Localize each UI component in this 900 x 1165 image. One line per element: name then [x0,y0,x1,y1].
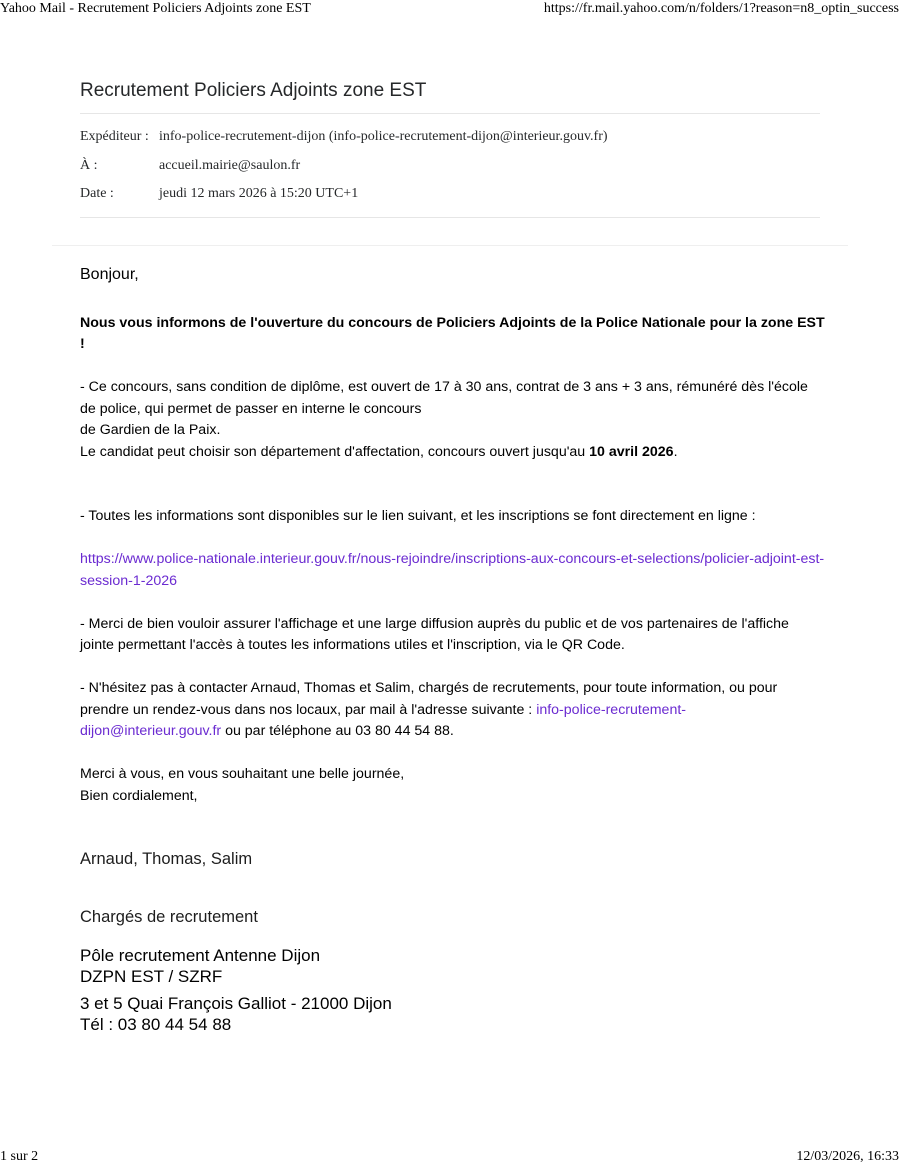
contact-phone-text: ou par téléphone au 03 80 44 54 88. [221,723,454,739]
print-footer-datetime: 12/03/2026, 16:33 [796,1149,899,1164]
signature-pole [80,945,825,987]
signature-address: 3 et 5 Quai François Galliot - 21000 Dijon [80,994,392,1013]
email-subject: Recrutement Policiers Adjoints zone EST [80,80,427,101]
greeting: Bonjour, [80,266,139,283]
paragraph-contact [80,678,825,743]
paragraph-poster: - Merci de bien vouloir assurer l'affichage et une large diffusion auprès du public et de vos partenaires de l'affiche jointe permettant l'accès à toutes les informations utiles et l'inscription, via le QR Code. [80,615,789,653]
signature-role: Chargés de recrutement [80,907,258,926]
recipient-value[interactable]: accueil.mairie@saulon.fr [159,158,301,173]
registration-link[interactable]: https://www.police-nationale.interieur.gouv.fr/nous-rejoindre/inscriptions-aux-concours-et-selections/policier-adjoint-est-session-1-2026 [80,551,825,589]
date-value: jeudi 12 mars 2026 à 15:20 UTC+1 [159,186,359,201]
signature-pole-name: Pôle recrutement Antenne Dijon [80,946,321,965]
conditions-line-3: Le candidat peut choisir son département d'affectation, concours ouvert jusqu'au [80,443,590,460]
intro-paragraph: Nous vous informons de l'ouverture du concours de Policiers Adjoints de la Police Nationale pour la zone EST ! [80,314,825,352]
closing [80,764,825,807]
email-body [80,264,825,1035]
signature-address-block [80,993,825,1035]
recipient-label: À : [80,158,98,173]
signature-phone: Tél : 03 80 44 54 88 [80,1015,232,1034]
contact-text: - N'hésitez pas à contacter Arnaud, Thomas et Salim, chargés de recrutements, pour toute information, ou pour prendre un rendez-vous dans nos locaux, par mail à l'adresse suivante : [80,680,778,718]
sender-value[interactable]: info-police-recrutement-dijon (info-police-recrutement-dijon@interieur.gouv.fr) [159,129,608,144]
conditions-line-2: de Gardien de la Paix. [80,422,221,438]
header-divider [80,217,820,218]
conditions-line-3-end: . [673,443,678,460]
sender-label: Expéditeur : [80,129,149,144]
closing-line-2: Bien cordialement, [80,787,198,804]
closing-line-1: Merci à vous, en vous souhaitant une belle journée, [80,766,405,782]
body-divider [52,245,848,246]
signature-unit: DZPN EST / SZRF [80,967,223,986]
date-label: Date : [80,186,114,201]
paragraph-info: - Toutes les informations sont disponibles sur le lien suivant, et les inscriptions se font directement en ligne : [80,508,756,524]
print-header-title: Yahoo Mail - Recrutement Policiers Adjoints zone EST [0,1,311,16]
signature-names: Arnaud, Thomas, Salim [80,850,253,868]
conditions-line-1: - Ce concours, sans condition de diplôme, est ouvert de 17 à 30 ans, contrat de 3 ans + 3 ans, rémunéré dès l'école de police, qui permet de passer en interne le concours [80,379,808,417]
paragraph-conditions [80,377,825,463]
contact-email-link[interactable]: info-police-recrutement-dijon@interieur.gouv.fr [80,701,687,739]
print-header-url: https://fr.mail.yahoo.com/n/folders/1?reason=n8_optin_success [543,1,899,16]
print-footer-page: 1 sur 2 [0,1149,39,1164]
deadline-date: 10 avril 2026 [589,443,674,460]
subject-divider [80,113,820,114]
